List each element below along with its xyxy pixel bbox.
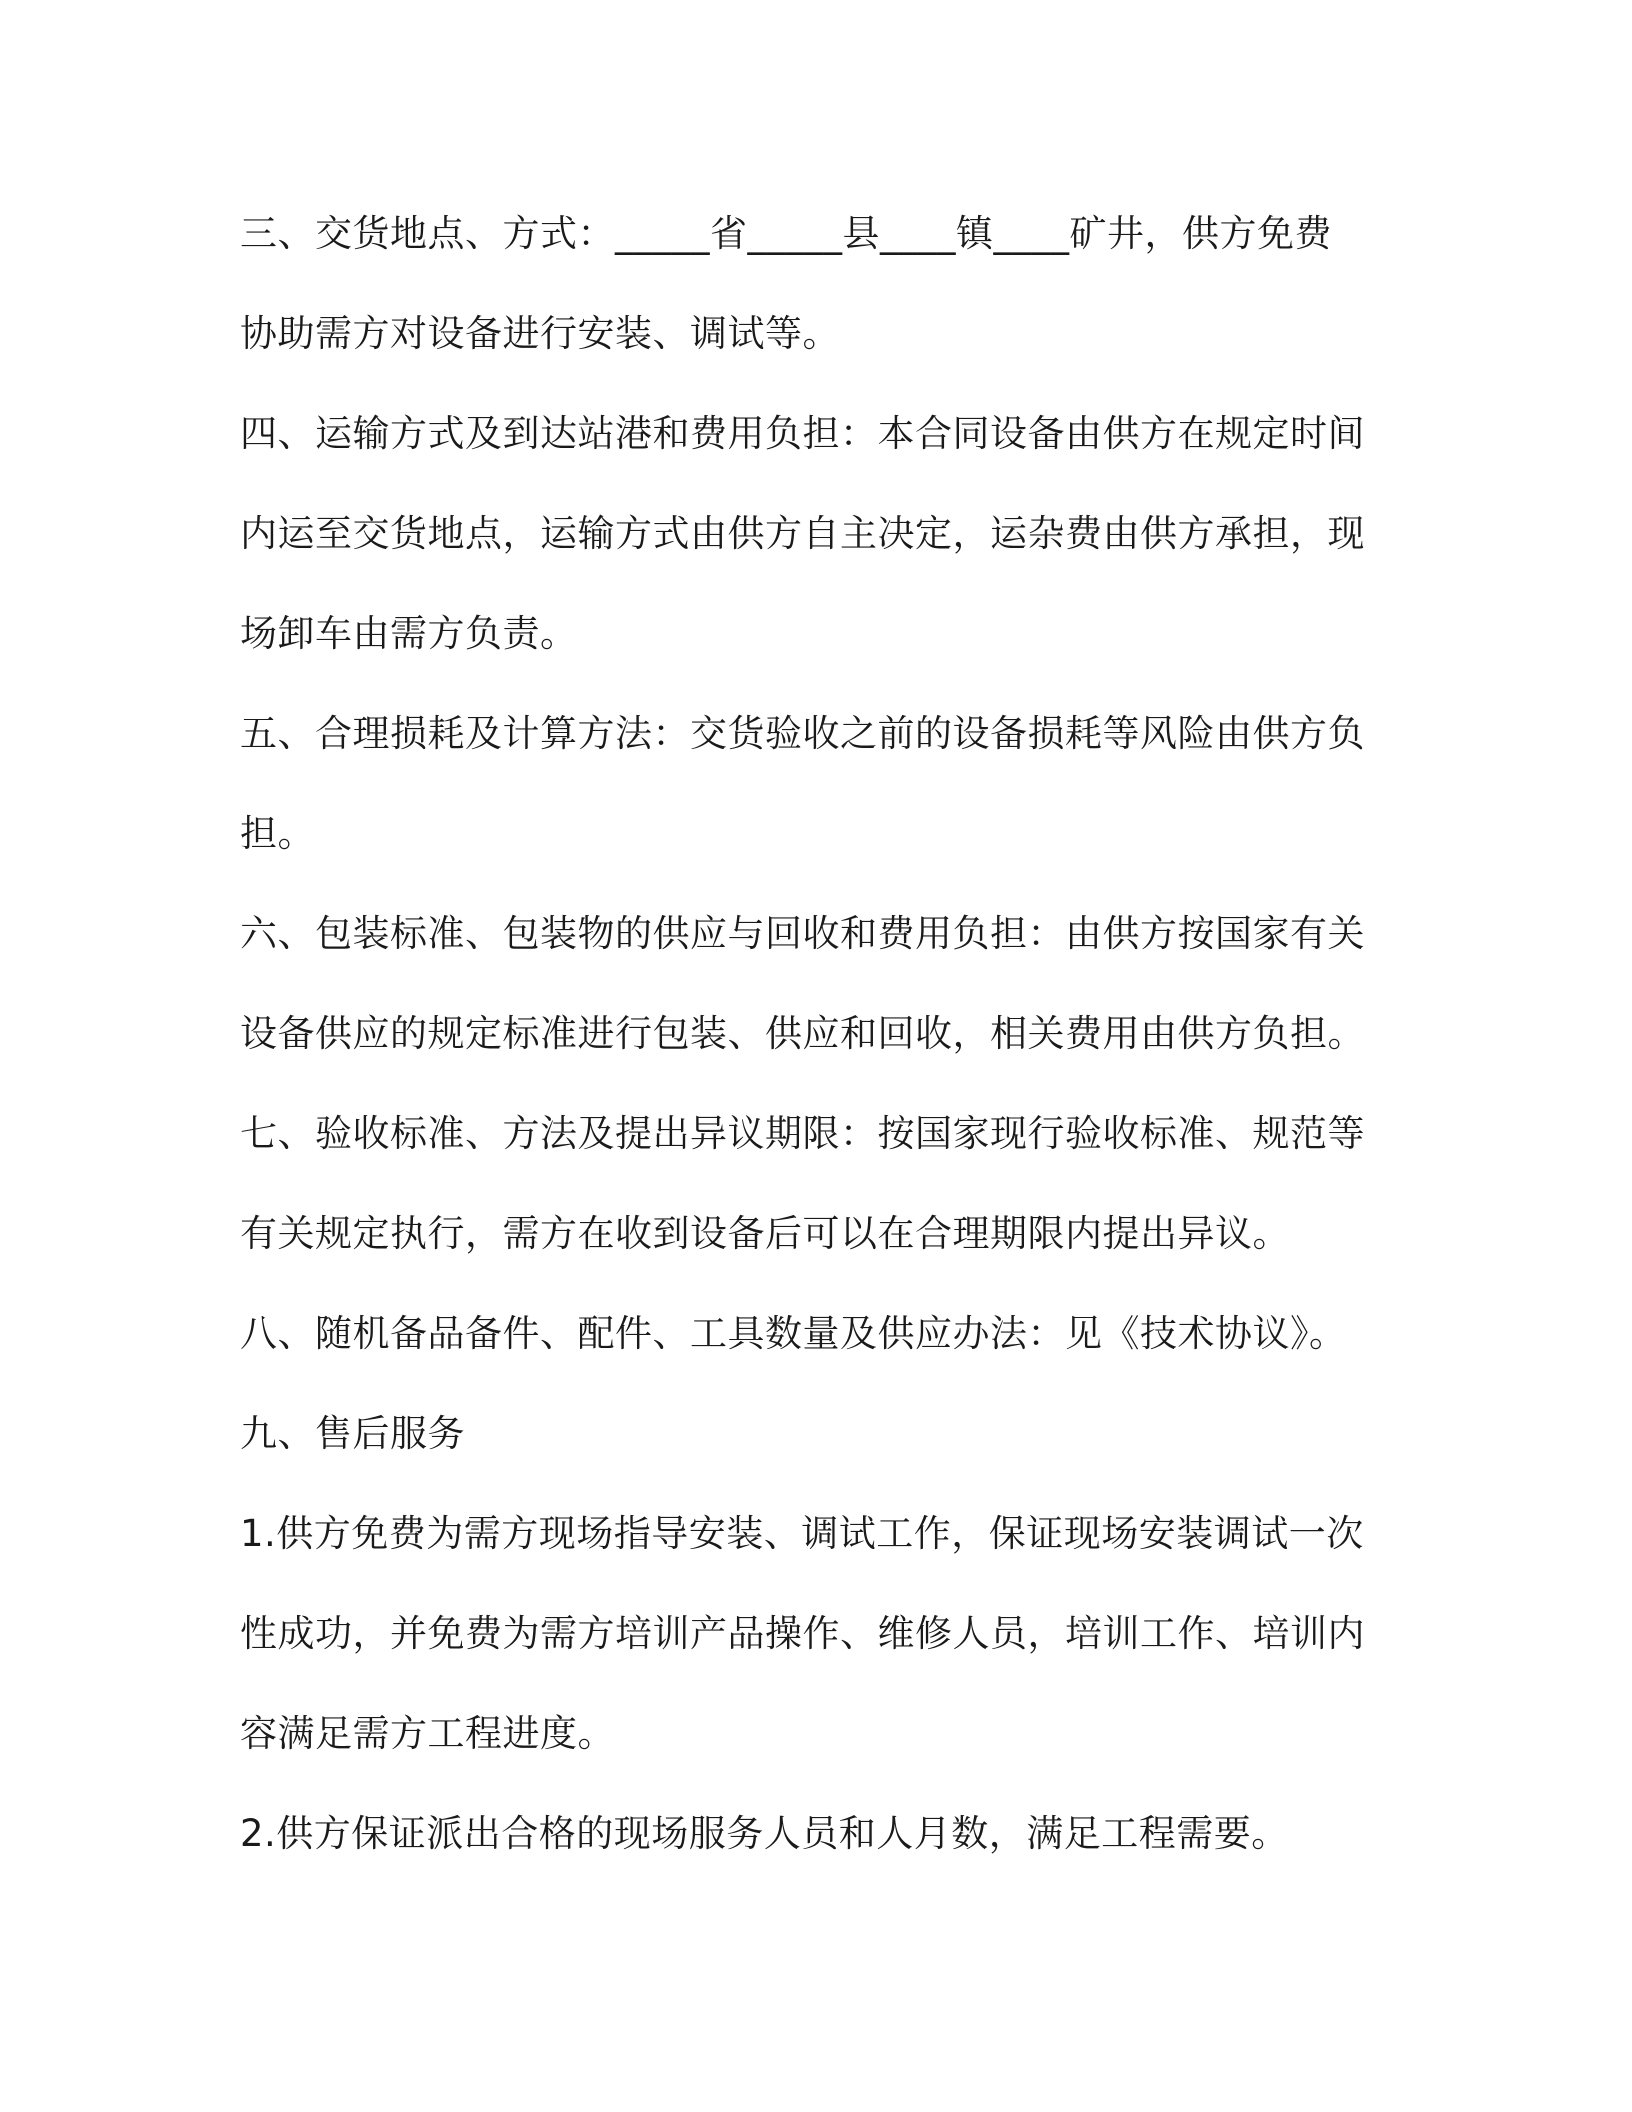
text-line: 容满足需方工程进度。 <box>240 1712 615 1755</box>
text-line: 八、随机备品备件、配件、工具数量及供应办法：见《技术协议》。 <box>240 1312 1347 1355</box>
text-line: 六、包装标准、包装物的供应与回收和费用负担：由供方按国家有关 <box>240 912 1365 955</box>
text-line: 有关规定执行，需方在收到设备后可以在合理期限内提出异议。 <box>240 1212 1290 1255</box>
after-sales-item-2 <box>240 1784 1372 1884</box>
clause-packaging <box>240 884 1372 1084</box>
clause-delivery-location <box>240 184 1372 384</box>
text-line: 场卸车由需方负责。 <box>240 612 578 655</box>
clause-spare-parts <box>240 1284 1372 1384</box>
text-line: 2.供方保证派出合格的现场服务人员和人月数，满足工程需要。 <box>240 1812 1289 1855</box>
text-line: 1.供方免费为需方现场指导安装、调试工作，保证现场安装调试一次 <box>240 1512 1364 1555</box>
text-line: 三、交货地点、方式：_____省_____县____镇____矿井，供方免费 <box>240 212 1332 255</box>
text-line: 担。 <box>240 812 315 855</box>
text-line: 五、合理损耗及计算方法：交货验收之前的设备损耗等风险由供方负 <box>240 712 1365 755</box>
after-sales-item-1 <box>240 1484 1372 1784</box>
section-heading: 九、售后服务 <box>240 1412 465 1455</box>
text-line: 七、验收标准、方法及提出异议期限：按国家现行验收标准、规范等 <box>240 1112 1365 1155</box>
document-body <box>240 184 1372 1884</box>
text-line: 协助需方对设备进行安装、调试等。 <box>240 312 840 355</box>
text-line: 设备供应的规定标准进行包装、供应和回收，相关费用由供方负担。 <box>240 1012 1365 1055</box>
clause-acceptance <box>240 1084 1372 1284</box>
clause-transport <box>240 384 1372 684</box>
text-line: 性成功，并免费为需方培训产品操作、维修人员，培训工作、培训内 <box>240 1612 1365 1655</box>
clause-after-sales-heading <box>240 1384 1372 1484</box>
clause-loss <box>240 684 1372 884</box>
text-line: 四、运输方式及到达站港和费用负担：本合同设备由供方在规定时间 <box>240 412 1365 455</box>
text-line: 内运至交货地点，运输方式由供方自主决定，运杂费由供方承担，现 <box>240 512 1365 555</box>
